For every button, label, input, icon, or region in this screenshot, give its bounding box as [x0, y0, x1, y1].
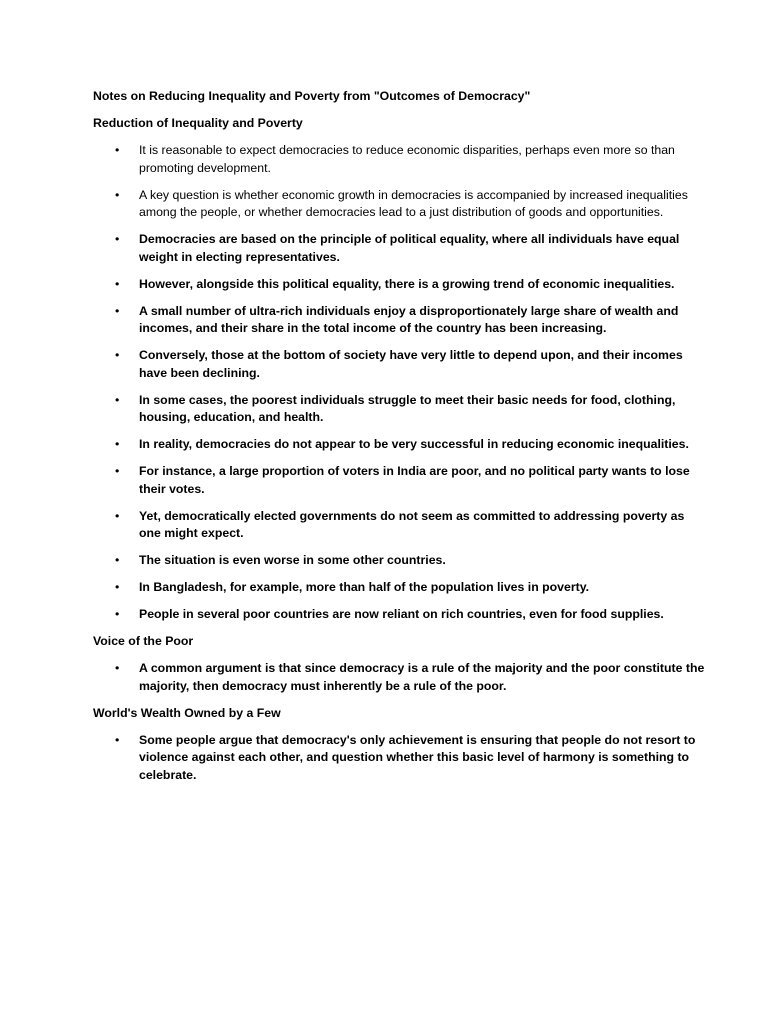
list-item	[93, 187, 708, 222]
list-item-text: It is reasonable to expect democracies to reduce economic disparities, perhaps even more so than promoting development.	[139, 143, 675, 175]
document-title: Notes on Reducing Inequality and Poverty from "Outcomes of Democracy"	[93, 89, 531, 103]
list-item	[93, 552, 708, 570]
bullet-icon: •	[115, 580, 120, 594]
bullet-icon: •	[115, 143, 120, 157]
list-item	[93, 579, 708, 597]
section-heading-reduction: Reduction of Inequality and Poverty	[93, 116, 303, 130]
bullet-icon: •	[115, 464, 120, 478]
bullet-icon: •	[115, 303, 120, 318]
bullet-icon: •	[115, 187, 120, 202]
list-item-text: Yet, democratically elected governments do not seem as committed to addressing poverty as one might expect.	[139, 508, 685, 540]
bullet-icon: •	[115, 607, 120, 621]
list-item	[93, 508, 708, 543]
bullet-list-reduction	[93, 142, 708, 624]
bullet-icon: •	[115, 348, 120, 362]
list-item	[93, 463, 708, 498]
list-item	[93, 142, 708, 177]
list-item	[93, 347, 708, 382]
list-item-text: For instance, a large proportion of voters in India are poor, and no political party wants to lose their votes.	[139, 464, 690, 496]
list-item-text: A common argument is that since democracy is a rule of the majority and the poor constitute the majority, then democracy must inherently be a rule of the poor.	[139, 661, 705, 693]
list-item	[93, 231, 708, 266]
bullet-icon: •	[115, 232, 120, 246]
bullet-icon: •	[115, 437, 120, 451]
list-item-text: A small number of ultra-rich individuals enjoy a disproportionately large share of wealth and incomes, and their share in the total income of the country has been increasing.	[139, 303, 679, 335]
list-item-text: In Bangladesh, for example, more than half of the population lives in poverty.	[139, 580, 590, 594]
list-item-text: In reality, democracies do not appear to be very successful in reducing economic inequalities.	[139, 437, 689, 451]
list-item-text: However, alongside this political equality, there is a growing trend of economic inequalities.	[139, 276, 675, 291]
section-heading-worlds-wealth: World's Wealth Owned by a Few	[93, 705, 281, 720]
list-item	[93, 436, 708, 454]
bullet-icon: •	[115, 276, 120, 291]
list-item	[93, 732, 708, 785]
bullet-icon: •	[115, 553, 120, 567]
list-item	[93, 606, 708, 624]
list-item-text: People in several poor countries are now reliant on rich countries, even for food supplies.	[139, 607, 664, 621]
bullet-icon: •	[115, 392, 120, 407]
section-heading-voice-of-the-poor: Voice of the Poor	[93, 634, 194, 648]
list-item-text: A key question is whether economic growth in democracies is accompanied by increased inequalities among the people, or whether democracies lead to a just distribution of goods and opportunities.	[139, 187, 688, 219]
list-item-text: Conversely, those at the bottom of society have very little to depend upon, and their incomes have been declining.	[139, 348, 683, 380]
list-item	[93, 392, 708, 427]
bullet-list-voice-of-the-poor	[93, 660, 708, 695]
bullet-icon: •	[115, 661, 120, 675]
list-item	[93, 303, 708, 338]
bullet-icon: •	[115, 508, 120, 523]
list-item-text: Some people argue that democracy's only achievement is ensuring that people do not resort to violence against each other, and question whether this basic level of harmony is something to celebrate.	[139, 732, 696, 782]
list-item-text: Democracies are based on the principle of political equality, where all individuals have equal weight in electing representatives.	[139, 232, 680, 264]
list-item-text: The situation is even worse in some other countries.	[139, 553, 446, 567]
bullet-icon: •	[115, 732, 120, 747]
list-item	[93, 276, 708, 294]
list-item-text: In some cases, the poorest individuals struggle to meet their basic needs for food, clothing, housing, education, and health.	[139, 392, 676, 424]
list-item	[93, 660, 708, 695]
bullet-list-worlds-wealth	[93, 732, 708, 785]
